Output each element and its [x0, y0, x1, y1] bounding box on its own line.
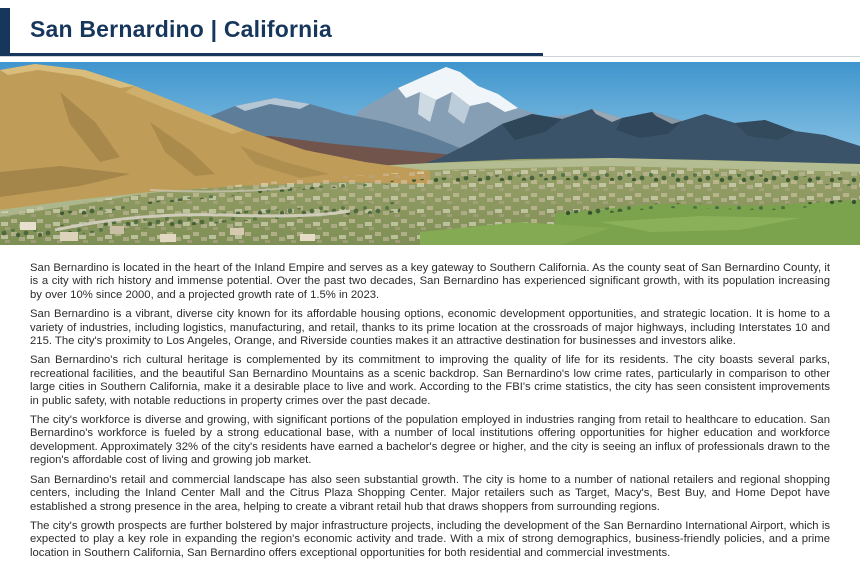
article-body	[0, 245, 860, 560]
san-bernardino-panorama-illustration	[0, 62, 860, 245]
header-accent-bar	[0, 8, 10, 53]
page-title: San Bernardino | California	[30, 16, 332, 42]
paragraph-economy: San Bernardino is a vibrant, diverse city known for its affordable housing options, economic development opportunities, and strategic location. It is home to a variety of industries, including logistics, manufacturing, and retail, thanks to its prime location at the crossroads of major highways, including Interstates 10 and 215. The city's proximity to Los Angeles, Orange, and Riverside counties makes it an attractive destination for businesses and investors alike.	[30, 308, 830, 348]
paragraph-retail: San Bernardino's retail and commercial landscape has also seen substantial growth. The city is home to a number of national retailers and regional shopping centers, including the Inland Center Mall and the Citrus Plaza Shopping Center. Major retailers such as Target, Macy's, Best Buy, and Home Depot have established a strong presence in the area, helping to create a vibrant retail hub that draws shoppers from surrounding regions.	[30, 473, 830, 513]
hero-photo	[0, 62, 860, 245]
header-rule-thin	[0, 56, 860, 57]
paragraph-growth: The city's growth prospects are further bolstered by major infrastructure projects, including the development of the San Bernardino International Airport, which is expected to play a key role in expanding the region's economic activity and trade. With a mix of strong demographics, business-friendly policies, and a prime location in Southern California, San Bernardino offers exceptional opportunities for both residential and commercial investments.	[30, 519, 830, 559]
page-header	[0, 0, 860, 62]
paragraph-culture-safety: San Bernardino's rich cultural heritage is complemented by its commitment to improving the quality of life for its residents. The city boasts several parks, recreational facilities, and the beautiful San Bernardino Mountains as a scenic backdrop. San Bernardino's low crime rates, particularly in comparison to other large cities in Southern California, make it a desirable place to live and work. According to the FBI's crime statistics, the city has seen consistent improvements in public safety, with notable reductions in property crimes over the past decade.	[30, 354, 830, 407]
paragraph-workforce: The city's workforce is diverse and growing, with significant portions of the population employed in industries ranging from retail to healthcare to education. San Bernardino's workforce is fueled by a strong educational base, with a number of local institutions offering opportunities for higher education and workforce development. Approximately 32% of the city's residents have earned a bachelor's degree or higher, and the city is seeing an influx of professionals drawn to the region's affordable cost of living and growing job market.	[30, 414, 830, 467]
paragraph-intro: San Bernardino is located in the heart of the Inland Empire and serves as a key gateway to Southern California. As the county seat of San Bernardino County, it is a city with rich history and immense potential. Over the past two decades, San Bernardino has experienced significant growth, with its population increasing by over 10% since 2000, and a projected growth rate of 1.5% in 2023.	[30, 262, 830, 301]
